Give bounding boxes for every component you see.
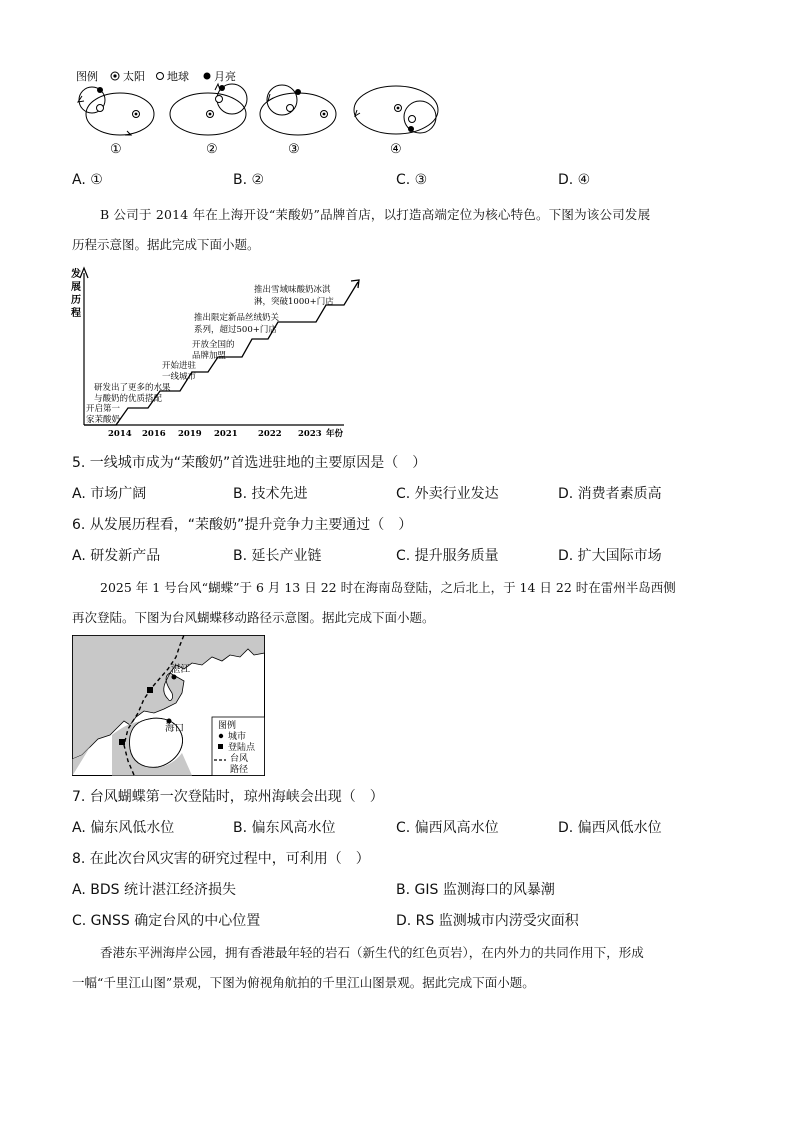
- timeline-year-2023: 2023: [298, 429, 322, 439]
- timeline-year-2016: 2016: [142, 429, 166, 439]
- q6-stem: 6. 从发展历程看，“茉酸奶”提升竞争力主要通过（ ）: [72, 517, 413, 533]
- hk-passage-line-2: 一幅“千里江山图”景观，下图为俯视角航拍的千里江山图景观。据此完成下面小题。: [72, 975, 535, 990]
- q8-stem: 8. 在此次台风灾害的研究过程中，可利用（ ）: [72, 851, 370, 867]
- typhoon-path-map: [72, 635, 265, 776]
- legend-title: 图例: [76, 70, 98, 83]
- legend-earth: 地球: [167, 70, 189, 83]
- q6-option-a[interactable]: A. 研发新产品: [72, 548, 161, 564]
- timeline-event-5-line-2: 系列，超过500+门店: [194, 325, 277, 335]
- q6-option-d[interactable]: D. 扩大国际市场: [558, 548, 662, 564]
- timeline-event-6-line-2: 淋，突破1000+门店: [254, 297, 334, 307]
- timeline-year-2019: 2019: [178, 429, 202, 439]
- q8-option-d[interactable]: D. RS 监测城市内涝受灾面积: [396, 913, 579, 929]
- q6-option-b[interactable]: B. 延长产业链: [233, 548, 322, 564]
- q5-option-b[interactable]: B. 技术先进: [233, 486, 308, 502]
- orbit-figure: [70, 66, 470, 161]
- timeline-ylabel-4: 程: [71, 308, 81, 319]
- orbit-diagrams: [70, 66, 470, 161]
- zhanjiang-city-marker: [172, 675, 177, 680]
- orbit-label-3: ③: [288, 142, 300, 157]
- timeline-ylabel-3: 历: [71, 295, 81, 306]
- q5-option-c[interactable]: C. 外卖行业发达: [396, 486, 499, 502]
- q7-option-b[interactable]: B. 偏东风高水位: [233, 820, 336, 836]
- q5-option-a[interactable]: A. 市场广阔: [72, 486, 147, 502]
- orbit-diagram-1: [78, 87, 154, 157]
- q4-option-c[interactable]: C. ③: [396, 172, 428, 188]
- orbit-diagram-3: [260, 85, 336, 157]
- typhoon-map-svg: [72, 635, 265, 776]
- legend-moon: 月亮: [214, 70, 236, 83]
- q4-option-d[interactable]: D. ④: [558, 172, 591, 188]
- timeline-event-2-line-1: 研发出了更多的水果: [94, 383, 171, 393]
- q6-option-c[interactable]: C. 提升服务质量: [396, 548, 499, 564]
- map-legend-city: 城市: [228, 732, 247, 742]
- city-zhanjiang: 湛江: [171, 664, 191, 675]
- moon-legend-icon: [204, 73, 211, 80]
- q7-option-a[interactable]: A. 偏东风低水位: [72, 820, 175, 836]
- earth-legend-icon: [157, 73, 164, 80]
- map-legend-landing: 登陆点: [228, 743, 256, 753]
- timeline-year-2022: 2022: [258, 429, 282, 439]
- orbit-diagram-4: [354, 86, 438, 157]
- passage-b-line-1: B 公司于 2014 年在上海开设“茉酸奶”品牌首店，以打造高端定位为核心特色。下图为该公司发展: [100, 207, 651, 222]
- hk-passage-line-1: 香港东平洲海岸公园，拥有香港最年轻的岩石（新生代的红色页岩），在内外力的共同作用下，形成: [100, 945, 644, 960]
- q4-option-a[interactable]: A. ①: [72, 172, 103, 188]
- orbit-label-4: ④: [390, 142, 402, 157]
- map-legend-path-1: 台风: [230, 754, 249, 764]
- q7-option-c[interactable]: C. 偏西风高水位: [396, 820, 499, 836]
- q8-option-a[interactable]: A. BDS 统计湛江经济损失: [72, 882, 236, 898]
- landing-point-2: [147, 687, 153, 693]
- timeline-event-5-line-1: 推出限定新品丝绒奶关: [194, 313, 280, 323]
- orbit-diagram-2: [170, 84, 247, 157]
- q4-option-b[interactable]: B. ②: [233, 172, 265, 188]
- q8-option-b[interactable]: B. GIS 监测海口的风暴潮: [396, 882, 555, 898]
- map-legend: [212, 717, 265, 776]
- timeline-event-3-line-2: 一线城市: [162, 372, 197, 382]
- legend-sun: 太阳: [123, 70, 145, 83]
- timeline-year-2014: 2014: [108, 429, 132, 439]
- q7-stem: 7. 台风蝴蝶第一次登陆时，琼州海峡会出现（ ）: [72, 789, 384, 805]
- map-legend-path-2: 路径: [230, 765, 249, 775]
- timeline-ylabel-2: 展: [71, 282, 81, 293]
- typhoon-passage-line-2: 再次登陆。下图为台风蝴蝶移动路径示意图。据此完成下面小题。: [72, 610, 435, 625]
- timeline-year-2021: 2021: [214, 429, 238, 439]
- timeline-event-4-line-2: 品牌加盟: [192, 351, 227, 361]
- timeline-xlabel: 年份: [326, 429, 344, 439]
- timeline-ylabel-1: 发: [71, 269, 81, 280]
- q5-stem: 5. 一线城市成为“茉酸奶”首选进驻地的主要原因是（ ）: [72, 455, 427, 471]
- timeline-event-1-line-2: 家茉酸奶: [86, 415, 121, 425]
- map-legend-title: 图例: [218, 721, 237, 731]
- timeline-event-4-line-1: 开放全国的: [192, 340, 235, 350]
- city-haikou: 海口: [165, 723, 185, 734]
- q7-option-d[interactable]: D. 偏西风低水位: [558, 820, 662, 836]
- q5-option-d[interactable]: D. 消费者素质高: [558, 486, 662, 502]
- landing-point-1: [119, 739, 125, 745]
- orbit-label-1: ①: [110, 142, 122, 157]
- timeline-event-6-line-1: 推出雪域味酸奶冰淇: [254, 285, 331, 295]
- timeline-svg: [68, 265, 368, 440]
- timeline-event-1-line-1: 开启第一: [86, 404, 121, 414]
- timeline-event-2-line-2: 与酸奶的优质搭配: [94, 394, 163, 404]
- development-timeline-figure: [68, 265, 368, 440]
- timeline-event-3-line-1: 开始进驻: [162, 361, 197, 371]
- passage-b-line-2: 历程示意图。据此完成下面小题。: [72, 237, 260, 252]
- orbit-label-2: ②: [206, 142, 218, 157]
- typhoon-passage-line-1: 2025 年 1 号台风“蝴蝶”于 6 月 13 日 22 时在海南岛登陆，之后北上，于 14 日 22 时在雷州半岛西侧: [100, 580, 676, 595]
- q8-option-c[interactable]: C. GNSS 确定台风的中心位置: [72, 913, 261, 929]
